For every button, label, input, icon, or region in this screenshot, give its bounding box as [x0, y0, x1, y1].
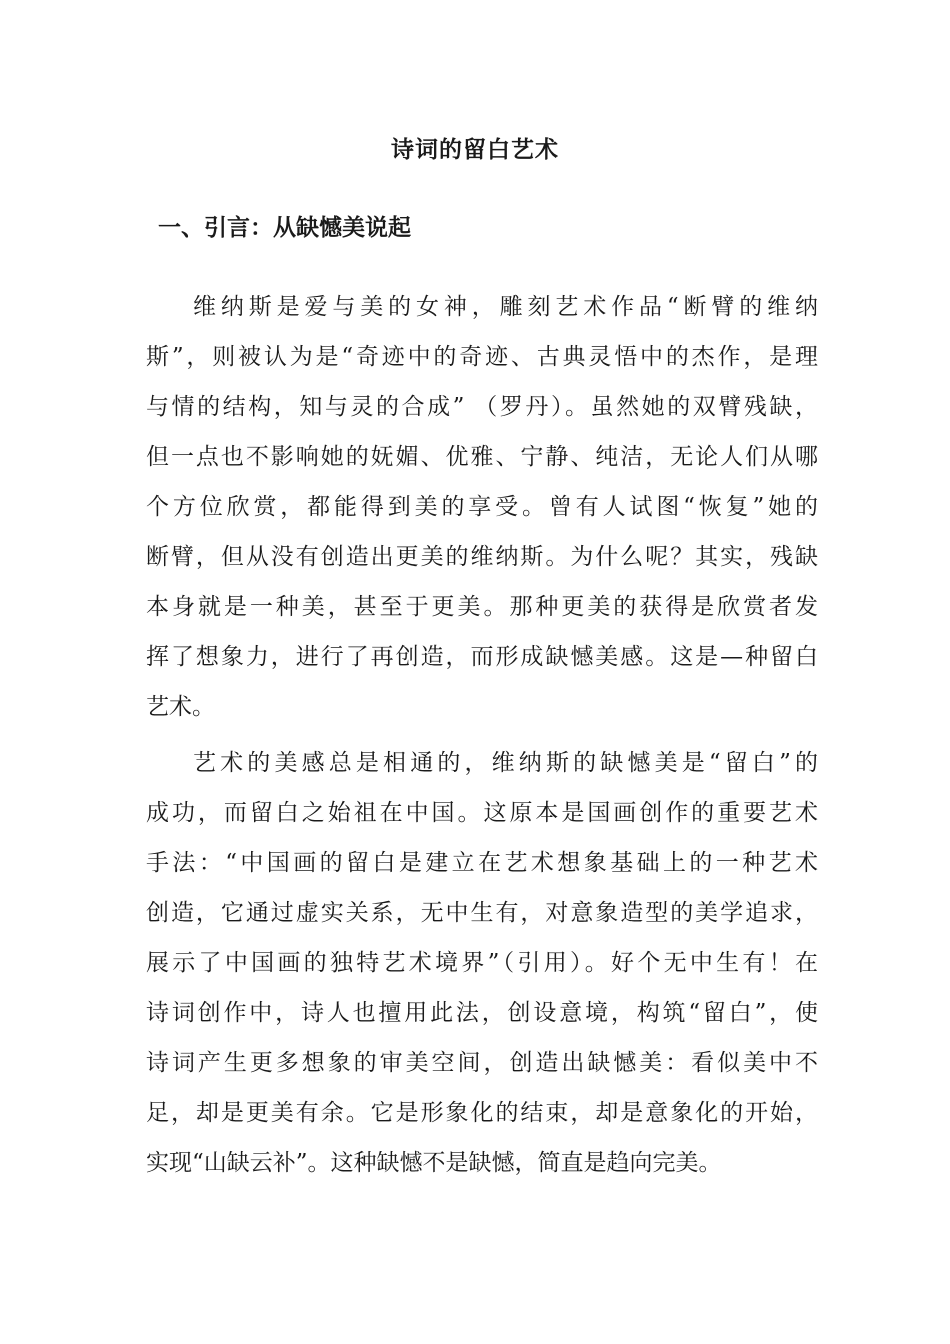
paragraph-line: 斯”，则被认为是“奇迹中的奇迹、古典灵悟中的杰作，是理	[146, 344, 818, 370]
paragraph-line: 挥了想象力，进行了再创造，而形成缺憾美感。这是—种留白	[146, 644, 818, 670]
paragraph-line: 但一点也不影响她的妩媚、优雅、宁静、纯洁，无论人们从哪	[146, 444, 818, 470]
paragraph-line: 本身就是一种美，甚至于更美。那种更美的获得是欣赏者发	[146, 594, 818, 620]
paragraph-line: 足，却是更美有余。它是形象化的结束，却是意象化的开始，	[146, 1100, 818, 1126]
paragraph-line: 展示了中国画的独特艺术境界”（引用）。好个无中生有！在	[146, 950, 818, 976]
paragraph-line: 维纳斯是爱与美的女神，雕刻艺术作品“断臂的维纳	[193, 294, 818, 320]
section-heading: 一、引言：从缺憾美说起	[158, 214, 411, 241]
paragraph-2	[146, 738, 818, 1188]
paragraph-line: 诗词创作中，诗人也擅用此法，创设意境，构筑“留白”，使	[146, 1000, 818, 1026]
paragraph-line: 与情的结构，知与灵的合成” （罗丹）。虽然她的双臂残缺，	[146, 394, 818, 420]
paragraph-line: 个方位欣赏，都能得到美的享受。曾有人试图“恢复”她的	[146, 494, 818, 520]
paragraph-line: 艺术的美感总是相通的，维纳斯的缺憾美是“留白”的	[193, 750, 818, 776]
paragraph-line: 断臂，但从没有创造出更美的维纳斯。为什么呢？其实，残缺	[146, 544, 818, 570]
paragraph-line: 成功，而留白之始祖在中国。这原本是国画创作的重要艺术	[146, 800, 818, 826]
paragraph-line: 艺术。	[146, 694, 215, 720]
paragraph-line: 实现“山缺云补”。这种缺憾不是缺憾，简直是趋向完美。	[146, 1150, 722, 1176]
paragraph-line: 诗词产生更多想象的审美空间，创造出缺憾美：看似美中不	[146, 1050, 818, 1076]
document-title: 诗词的留白艺术	[391, 136, 559, 163]
paragraph-1	[146, 282, 818, 732]
paragraph-line: 手法：“中国画的留白是建立在艺术想象基础上的一种艺术	[146, 850, 818, 876]
paragraph-line: 创造，它通过虚实关系，无中生有，对意象造型的美学追求，	[146, 900, 818, 926]
